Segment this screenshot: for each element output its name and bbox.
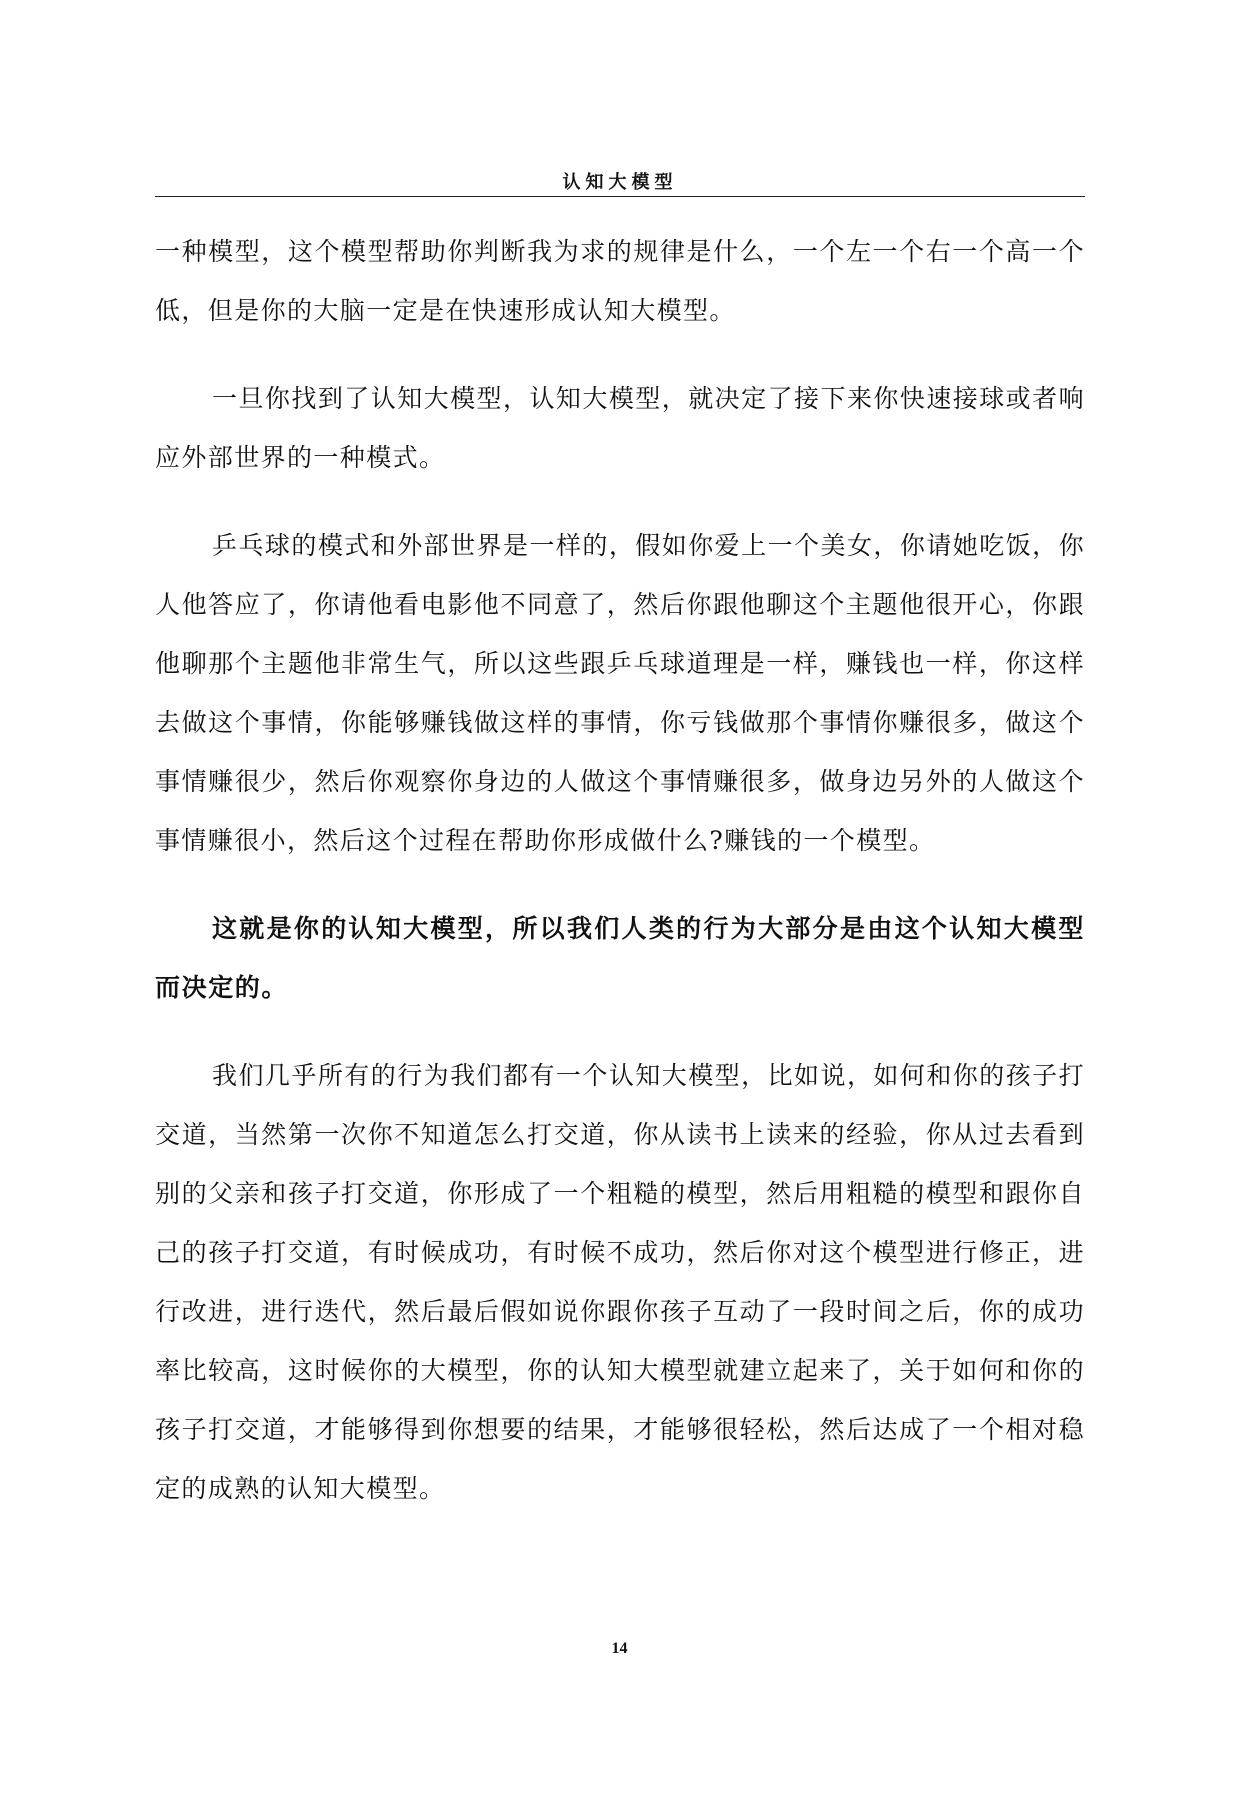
header-divider — [155, 196, 1085, 197]
paragraph-continuation: 一种模型，这个模型帮助你判断我为求的规律是什么，一个左一个右一个高一个低，但是你的大脑一定是在快速形成认知大模型。 — [155, 237, 1085, 325]
paragraph: 一旦你找到了认知大模型，认知大模型，就决定了接下来你快速接球或者响应外部世界的一种模式。 — [155, 384, 1085, 472]
running-header-title: 认知大模型 — [562, 172, 678, 193]
page-number: 14 — [611, 1640, 628, 1657]
paragraph: 我们几乎所有的行为我们都有一个认知大模型，比如说，如何和你的孩子打交道，当然第一次你不知道怎么打交道，你从读书上读来的经验，你从过去看到别的父亲和孩子打交道，你形成了一个粗糙的模型，然后用粗糙的模型和跟你自己的孩子打交道，有时候成功，有时候不成功，然后你对这个模型进行修正，进行改进，进行迭代，然后最后假如说你跟你孩子互动了一段时间之后，你的成功率比较高，这时候你的大模型，你的认知大模型就建立起来了，关于如何和你的孩子打交道，才能够得到你想要的结果，才能够很轻松，然后达成了一个相对稳定的成熟的认知大模型。 — [155, 1061, 1085, 1503]
paragraph-emphasis: 这就是你的认知大模型，所以我们人类的行为大部分是由这个认知大模型而决定的。 — [155, 914, 1085, 1002]
paragraph: 乒乓球的模式和外部世界是一样的，假如你爱上一个美女，你请她吃饭，你人他答应了，你请他看电影他不同意了，然后你跟他聊这个主题他很开心，你跟他聊那个主题他非常生气，所以这些跟乒乓球道理是一样，赚钱也一样，你这样去做这个事情，你能够赚钱做这样的事情，你亏钱做那个事情你赚很多，做这个事情赚很少，然后你观察你身边的人做这个事情赚很多，做身边另外的人做这个事情赚很小，然后这个过程在帮助你形成做什么?赚钱的一个模型。 — [155, 531, 1085, 855]
body-text — [155, 222, 1085, 1547]
